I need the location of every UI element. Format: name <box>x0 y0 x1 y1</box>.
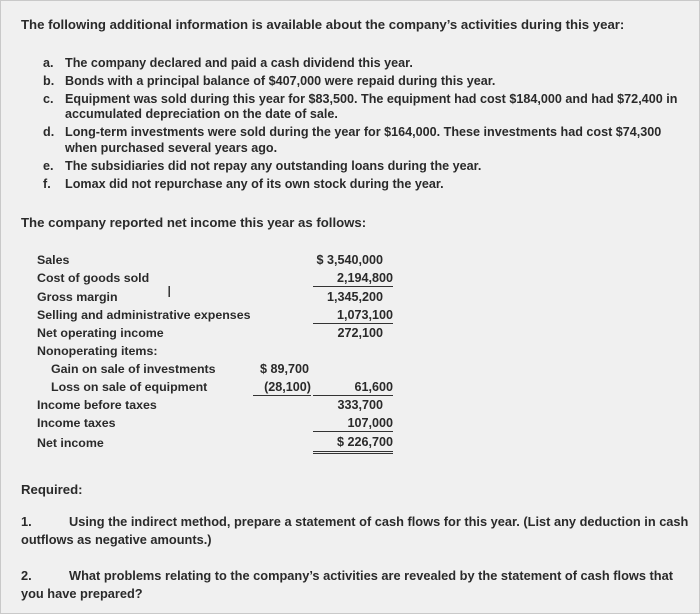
question-2-text: What problems relating to the company’s activities are revealed by the statement of cash flows that you have prepared? <box>21 568 673 601</box>
nonoperating-label: Nonoperating items: <box>37 344 158 358</box>
item-text: Long-term investments were sold during the year for $164,000. These investments had cost $74,300 when purchased several years ago. <box>65 125 662 155</box>
intro-text: The following additional information is available about the company’s activities during this year: <box>21 17 625 32</box>
cogs-label: Cost of goods sold <box>37 271 150 285</box>
sga-label: Selling and administrative expenses <box>37 308 251 322</box>
gross-margin-label: Gross margin <box>37 290 118 304</box>
sales-value: $ 3,540,000 <box>316 253 383 267</box>
sga-value: 1,073,100 <box>313 308 393 324</box>
text-cursor-icon: I <box>167 284 172 301</box>
item-text: Equipment was sold during this year for $83,500. The equipment had cost $184,000 and had $72,400 in accumulated depreciation on the date of sale. <box>65 91 678 122</box>
loss-value: (28,100) <box>253 380 311 396</box>
net-operating-income-label: Net operating income <box>37 326 164 340</box>
sales-label: Sales <box>37 253 70 267</box>
gain-label: Gain on sale of investments <box>51 362 216 376</box>
list-item <box>43 92 683 124</box>
reported-heading: The company reported net income this year as follows: <box>21 215 367 230</box>
list-item <box>43 56 683 72</box>
loss-label: Loss on sale of equipment <box>51 380 208 394</box>
list-item <box>43 125 683 157</box>
net-operating-income-value: 272,100 <box>337 326 383 340</box>
item-letter: a. <box>43 56 54 70</box>
list-item <box>43 74 683 90</box>
item-letter: e. <box>43 158 54 173</box>
income-before-taxes-value: 333,700 <box>337 398 383 412</box>
nonoperating-total-value: 61,600 <box>313 380 393 396</box>
gross-margin-value: 1,345,200 <box>326 290 383 304</box>
list-item <box>43 177 683 193</box>
question-1-text: Using the indirect method, prepare a statement of cash flows for this year. (List any deduction in cash outflows as negative amounts.) <box>21 514 689 547</box>
additional-info-list <box>43 56 683 194</box>
gain-value: $ 89,700 <box>259 362 309 376</box>
net-income-label: Net income <box>37 436 104 450</box>
question-1 <box>21 513 691 549</box>
question-2-number: 2. <box>21 568 32 583</box>
required-heading: Required: <box>21 482 83 497</box>
cogs-value: 2,194,800 <box>313 271 393 287</box>
item-text: The company declared and paid a cash dividend this year. <box>65 56 413 70</box>
income-taxes-value: 107,000 <box>313 416 393 432</box>
item-letter: c. <box>43 91 54 106</box>
item-text: Bonds with a principal balance of $407,000 were repaid during this year. <box>65 73 496 88</box>
item-letter: f. <box>43 176 51 191</box>
income-before-taxes-label: Income before taxes <box>37 398 157 412</box>
item-text: Lomax did not repurchase any of its own stock during the year. <box>65 176 444 191</box>
list-item <box>43 159 683 175</box>
item-letter: b. <box>43 73 55 88</box>
item-text: The subsidiaries did not repay any outstanding loans during the year. <box>65 158 482 173</box>
item-letter: d. <box>43 125 55 140</box>
income-taxes-label: Income taxes <box>37 416 116 430</box>
question-1-number: 1. <box>21 514 32 529</box>
net-income-value: $ 226,700 <box>313 435 393 454</box>
question-2 <box>21 567 691 603</box>
